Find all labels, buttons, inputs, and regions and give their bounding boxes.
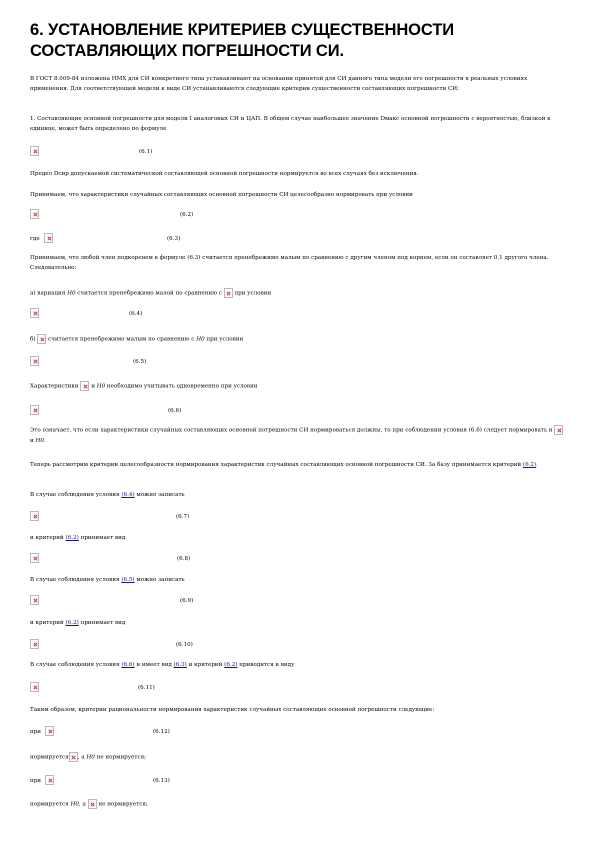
equation-6-3 — [30, 233, 565, 245]
equation-number: (6.10) — [176, 642, 193, 648]
equation-link[interactable]: (6.2) — [65, 620, 79, 626]
paragraph-criterion-form-2: и критерий (6.2) принимает вид — [30, 620, 126, 626]
equation-number: (6.6) — [168, 408, 182, 414]
equation-6-6 — [30, 405, 565, 417]
equation-link[interactable]: (6.2) — [522, 462, 537, 468]
broken-image-icon — [30, 511, 39, 521]
broken-image-icon — [44, 233, 53, 243]
equation-6-12: при (6.12) — [30, 726, 565, 738]
where-label: где — [30, 236, 40, 242]
equation-link[interactable]: (6.4) — [121, 492, 135, 498]
paragraph-characteristics: Характеристики и H0 необходимо учитывать одновременно при условии — [30, 381, 565, 392]
broken-image-icon — [30, 308, 39, 318]
equation-6-11 — [30, 682, 565, 694]
equation-link[interactable]: (6.6) — [121, 662, 135, 668]
broken-image-icon — [30, 356, 39, 366]
broken-image-icon — [30, 639, 39, 649]
paragraph-case-6-4: В случае соблюдения условия (6.4) можно записать — [30, 492, 185, 498]
equation-6-1 — [30, 146, 565, 158]
equation-number: (6.3) — [167, 236, 181, 242]
broken-image-icon — [45, 726, 54, 736]
equation-link[interactable]: (6.3) — [173, 662, 187, 668]
paragraph-criteria-base: Теперь рассмотрим критерии целесообразности нормирования характеристик случайных составляющих основной погрешности СИ. За базу принимается критерий (6.2). — [30, 462, 538, 468]
equation-6-8 — [30, 553, 565, 565]
paragraph-condition-intro: Принимаем, что характеристики случайных составляющих основной погрешности СИ целесообразно нормировать при условии — [30, 192, 413, 198]
equation-number: (6.1) — [139, 149, 153, 155]
broken-image-icon — [30, 682, 39, 692]
equation-number: (6.13) — [153, 778, 170, 784]
equation-link[interactable]: (6.2) — [224, 662, 238, 668]
broken-image-icon — [45, 775, 54, 785]
broken-image-icon — [30, 209, 39, 219]
equation-6-4 — [30, 308, 565, 320]
equation-6-7 — [30, 511, 565, 523]
paragraph-intro: В ГОСТ 8.009-84 изложена НМХ для СИ конкретного типа устанавливают на основании принятой для СИ данного типа модели его погрешности в реальных условиях применения. Для соответствующей модели к виде СИ устанавливаются следующие критерии существенности составляющих погрешности СИ: — [30, 76, 528, 92]
equation-number: (6.8) — [177, 556, 191, 562]
broken-image-icon — [37, 334, 46, 344]
paragraph-model-1: 1. Составляющие основной погрешности для модели I аналоговых СИ и ЦАП. В общем случае наибольшее значение Dмакс основной погрешности с вероятностью, близкой к единице, может быть определено по формуле — [30, 116, 551, 132]
line-normalized-2: нормируется H0, а не нормируется; — [30, 799, 565, 810]
equation-link[interactable]: (6.5) — [121, 577, 135, 583]
equation-6-5 — [30, 356, 565, 368]
paragraph-case-6-5: В случае соблюдения условия (6.5) можно записать — [30, 577, 185, 583]
broken-image-icon — [88, 799, 97, 809]
broken-image-icon — [30, 595, 39, 605]
equation-number: (6.9) — [180, 598, 194, 604]
paragraph-meaning: Это означает, что если характеристики случайных составляющих основной погрешности СИ нормироваться должны, то при соблюдении условия (6.6) следует нормировать и и H0. — [30, 425, 565, 446]
equation-number: (6.5) — [133, 359, 147, 365]
paragraph-negligible: Принимаем, что любой член подкоренем в формуле (6.3) считается пренебрежимо малым по сравнению с другим членом под корнем, если он составляет 0,1 другого члена. Следовательно: — [30, 255, 549, 271]
equation-number: (6.2) — [180, 212, 194, 218]
line-normalized-1: нормируется , а H0 не нормируется; — [30, 752, 565, 763]
equation-6-2 — [30, 209, 565, 221]
equation-number: (6.7) — [176, 514, 190, 520]
broken-image-icon — [224, 288, 233, 298]
equation-number: (6.12) — [153, 729, 170, 735]
paragraph-case-6-6: В случае соблюдения условия (6.6) и имеет вид (6.3) и критерий (6.2) приводится к виду — [30, 662, 295, 668]
symbol-h0: H0 — [67, 290, 76, 297]
paragraph-summary: Таким образом, критерии рациональности нормирования характеристик случайных составляющих основной погрешности следующие: — [30, 707, 435, 713]
equation-link[interactable]: (6.2) — [65, 535, 79, 541]
broken-image-icon — [554, 425, 563, 435]
equation-number: (6.11) — [138, 685, 155, 691]
equation-6-13: при (6.13) — [30, 775, 565, 787]
page-title: 6. УСТАНОВЛЕНИЕ КРИТЕРИЕВ СУЩЕСТВЕННОСТИ СОСТАВЛЯЮЩИХ ПОГРЕШНОСТИ СИ. — [30, 21, 455, 60]
paragraph-b: б) считается пренебрежимо малым по сравнению с H0 при условии — [30, 334, 565, 345]
equation-number: (6.4) — [129, 311, 143, 317]
paragraph-variation: а) вариация H0 считается пренебрежимо малой по сравнению с при условии — [30, 288, 565, 299]
paragraph-criterion-form-1: и критерий (6.2) принимает вид — [30, 535, 126, 541]
broken-image-icon — [30, 146, 39, 156]
equation-6-10 — [30, 639, 565, 651]
paragraph-systematic-limit: Предел Dсир допускаемой систематической составляющей основной погрешности нормируется во всех случаях без исключения. — [30, 171, 419, 177]
broken-image-icon — [30, 405, 39, 415]
broken-image-icon — [30, 553, 39, 563]
broken-image-icon — [80, 381, 89, 391]
equation-6-9 — [30, 595, 565, 607]
broken-image-icon — [69, 752, 78, 762]
